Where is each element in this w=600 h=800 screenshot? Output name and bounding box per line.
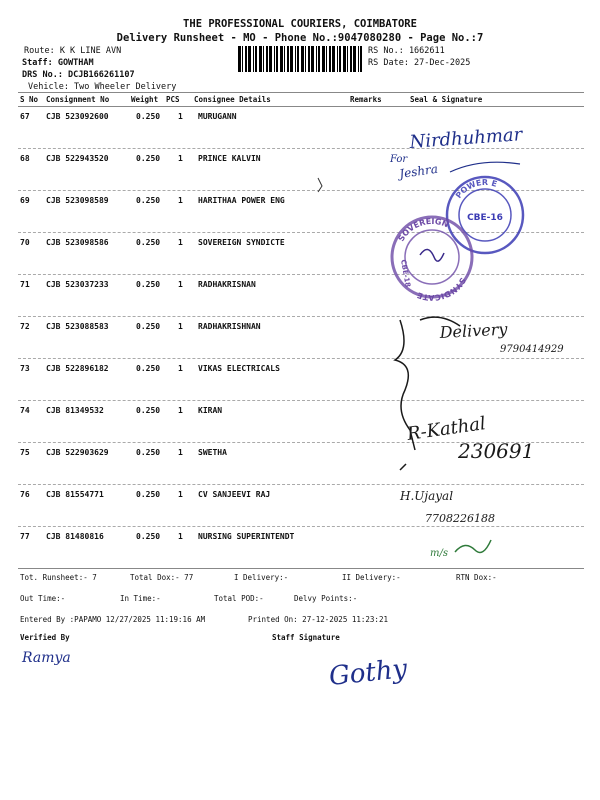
svg-text:CBE-16: CBE-16 [467, 213, 503, 223]
rs-date: RS Date: 27-Dec-2025 [368, 58, 471, 68]
row-consignee: NURSING SUPERINTENDT [198, 532, 295, 541]
row-sno: 76 [20, 490, 30, 499]
row-sno: 69 [20, 196, 30, 205]
printed-on: Printed On: 27-12-2025 11:23:21 [248, 615, 388, 624]
row-weight: 0.250 [136, 406, 161, 415]
row-consignee: RADHAKRISNAN [198, 280, 256, 289]
row-consignee: PRINCE KALVIN [198, 154, 261, 163]
svg-text:CBE-18: CBE-18 [399, 258, 412, 288]
company-name: THE PROFESSIONAL COURIERS, COIMBATORE [183, 18, 417, 30]
row-sno: 74 [20, 406, 30, 415]
row-pcs: 1 [178, 112, 183, 121]
row-sno: 75 [20, 448, 30, 457]
verified-by-label: Verified By [20, 633, 70, 642]
row-consignee: HARITHAA POWER ENG [198, 196, 285, 205]
row-consignment: CJB 81554771 [46, 490, 104, 499]
drs-number: DRS No.: DCJB166261107 [22, 70, 135, 80]
row-pcs: 1 [178, 196, 183, 205]
row-weight: 0.250 [136, 448, 161, 457]
row-weight: 0.250 [136, 238, 161, 247]
row-consignee: SOVEREIGN SYNDICTE [198, 238, 285, 247]
entered-by: Entered By :PAPAMO 12/27/2025 11:19:16 AM [20, 615, 206, 624]
number-row-75: 230691 [458, 439, 535, 463]
row-consignee: SWETHA [198, 448, 227, 457]
row-pcs: 1 [178, 154, 183, 163]
row-sno: 67 [20, 112, 30, 121]
row-weight: 0.250 [136, 532, 161, 541]
ii-delivery: II Delivery:- [342, 573, 401, 582]
row-consignment: CJB 523037233 [46, 280, 109, 289]
row-pcs: 1 [178, 238, 183, 247]
row-weight: 0.250 [136, 322, 161, 331]
signature-row-74: R-Kathal [405, 413, 488, 445]
svg-text:POWER E: POWER E [454, 177, 499, 201]
runsheet-title: Delivery Runsheet - MO - Phone No.:9047080280 - Page No.:7 [116, 32, 484, 44]
row-weight: 0.250 [136, 196, 161, 205]
row-sno: 70 [20, 238, 30, 247]
col-consignee: Consignee Details [194, 95, 271, 104]
col-pcs: PCS [166, 95, 180, 104]
row-pcs: 1 [178, 448, 183, 457]
route: Route: K K LINE AVN [24, 46, 122, 56]
row-consignee: VIKAS ELECTRICALS [198, 364, 280, 373]
row-pcs: 1 [178, 322, 183, 331]
staff-signature-label: Staff Signature [272, 633, 340, 642]
row-weight: 0.250 [136, 112, 161, 121]
i-delivery: I Delivery:- [234, 573, 289, 582]
row-pcs: 1 [178, 532, 183, 541]
col-sno: S No [20, 95, 39, 104]
footer-rule [18, 568, 584, 569]
row-consignment: CJB 81480816 [46, 532, 104, 541]
col-consignment: Consignment No [46, 95, 110, 104]
signature-row-68: Jeshra [398, 161, 439, 181]
ms-note: m/s [430, 548, 448, 559]
row-consignment: CJB 522943520 [46, 154, 109, 163]
rtn-dox: RTN Dox:- [456, 573, 497, 582]
row-consignment: CJB 81349532 [46, 406, 104, 415]
row-weight: 0.250 [136, 364, 161, 373]
phone-row-76: 7708226188 [425, 512, 495, 525]
row-sno: 68 [20, 154, 30, 163]
verified-signature: Ramya [22, 650, 71, 666]
svg-text:SYNDICATE: SYNDICATE [415, 275, 468, 303]
svg-text:SOVEREIGN: SOVEREIGN [396, 216, 450, 244]
vehicle: Vehicle: Two Wheeler Delivery [28, 82, 177, 92]
staff-signature-ink: Gothy [327, 653, 409, 692]
signature-row-72: Delivery [439, 319, 508, 342]
out-time: Out Time:- [20, 594, 66, 603]
row-consignment: CJB 523098589 [46, 196, 109, 205]
total-pod: Total POD:- [214, 594, 264, 603]
row-sno: 72 [20, 322, 30, 331]
row-weight: 0.250 [136, 154, 161, 163]
delvy-points: Delvy Points:- [294, 594, 358, 603]
row-consignee: RADHAKRISHNAN [198, 322, 261, 331]
tot-runsheet: Tot. Runsheet:- 7 [20, 573, 97, 582]
total-dox: Total Dox:- 77 [130, 573, 194, 582]
rs-number: RS No.: 1662611 [368, 46, 445, 56]
row-consignee: MURUGANN [198, 112, 237, 121]
row-pcs: 1 [178, 364, 183, 373]
row-pcs: 1 [178, 280, 183, 289]
row-consignment: CJB 523088583 [46, 322, 109, 331]
for-note: For [390, 154, 408, 165]
col-weight: Weight [131, 95, 159, 104]
row-sno: 71 [20, 280, 30, 289]
in-time: In Time:- [120, 594, 161, 603]
signature-row-67: Nirdhuhmar [408, 124, 523, 153]
staff: Staff: GOWTHAM [22, 58, 94, 68]
row-consignee: KIRAN [198, 406, 223, 415]
signature-row-76: H.Ujayal [400, 489, 454, 503]
col-remarks: Remarks [350, 95, 382, 104]
row-consignment: CJB 522903629 [46, 448, 109, 457]
row-consignment: CJB 523092600 [46, 112, 109, 121]
row-consignment: CJB 523098586 [46, 238, 109, 247]
row-consignment: CJB 522896182 [46, 364, 109, 373]
row-sno: 77 [20, 532, 30, 541]
row-pcs: 1 [178, 406, 183, 415]
row-weight: 0.250 [136, 280, 161, 289]
row-consignee: CV SANJEEVI RAJ [198, 490, 271, 499]
phone-row-72: 9790414929 [500, 344, 564, 355]
col-seal: Seal & Signature [410, 95, 483, 104]
row-pcs: 1 [178, 490, 183, 499]
row-weight: 0.250 [136, 490, 161, 499]
row-sno: 73 [20, 364, 30, 373]
